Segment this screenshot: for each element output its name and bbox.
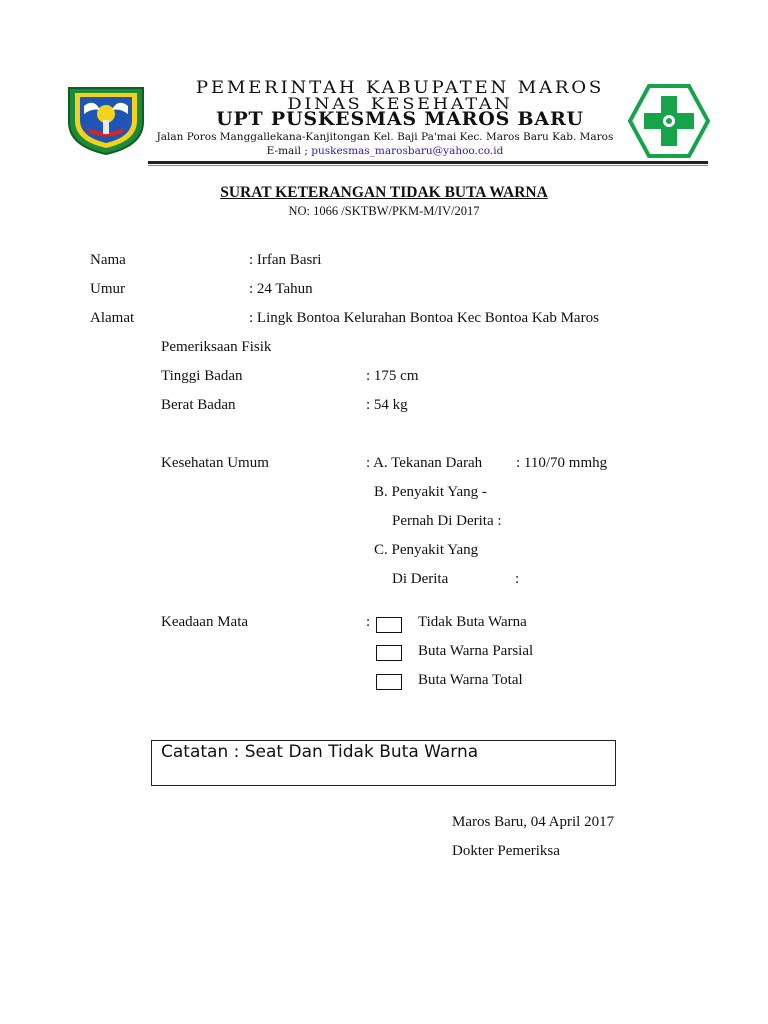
header-email-line <box>150 145 620 157</box>
eye-condition-label: Keadaan Mata <box>161 614 249 630</box>
weight-label: Berat Badan <box>161 397 236 413</box>
document-title: SURAT KETERANGAN TIDAK BUTA WARNA <box>220 184 548 201</box>
address-value: : Lingk Bontoa Kelurahan Bontoa Kec Bontoa Kab Maros <box>249 310 599 326</box>
blood-pressure-value: : 110/70 mmhg <box>516 455 608 471</box>
current-illness-line2: Di Derita <box>392 571 449 587</box>
document-title-wrap <box>0 184 768 202</box>
past-illness-line1: B. Penyakit Yang - <box>374 484 487 500</box>
header-institution: UPT PUSKESMAS MAROS BARU <box>216 108 584 130</box>
option-buta-warna-parsial: Buta Warna Parsial <box>418 643 534 659</box>
place-date: Maros Baru, 04 April 2017 <box>452 814 615 830</box>
age-label: Umur <box>90 281 125 297</box>
address-label: Alamat <box>90 310 135 326</box>
examiner-role: Dokter Pemeriksa <box>452 843 560 859</box>
name-label: Nama <box>90 252 126 268</box>
current-illness-colon: : <box>515 571 520 587</box>
weight-value: : 54 kg <box>366 397 408 413</box>
header-address: Jalan Poros Manggallekana-Kanjitongan Kel. Baji Pa'mai Kec. Maros Baru Kab. Maros <box>156 131 614 143</box>
header-divider-thick <box>148 161 708 164</box>
past-illness-line2: Pernah Di Derita : <box>392 513 502 529</box>
name-value: : Irfan Basri <box>249 252 322 268</box>
email-label: E-mail ; <box>266 145 308 157</box>
current-illness-line1: C. Penyakit Yang <box>374 542 479 558</box>
checkbox-tidak-buta-warna[interactable] <box>376 617 402 633</box>
document-number: NO: 1066 /SKTBW/PKM-M/IV/2017 <box>288 204 480 218</box>
age-value: : 24 Tahun <box>249 281 313 297</box>
height-label: Tinggi Badan <box>161 368 243 384</box>
blood-pressure-label: : A. Tekanan Darah <box>366 455 483 471</box>
checkbox-buta-warna-total[interactable] <box>376 674 402 690</box>
height-value: : 175 cm <box>366 368 419 384</box>
option-tidak-buta-warna: Tidak Buta Warna <box>418 614 527 630</box>
eye-condition-colon: : <box>366 614 371 630</box>
header-divider-thin <box>148 165 708 166</box>
header-government: PEMERINTAH KABUPATEN MAROS <box>195 78 605 97</box>
health-label: Kesehatan Umum <box>161 455 269 471</box>
email-address: puskesmas_marosbaru@yahoo.co.id <box>311 145 504 157</box>
note-text: Catatan : Seat Dan Tidak Buta Warna <box>161 742 479 762</box>
physical-heading: Pemeriksaan Fisik <box>161 339 272 355</box>
option-buta-warna-total: Buta Warna Total <box>418 672 523 688</box>
header-agency: DINAS KESEHATAN <box>287 94 513 113</box>
checkbox-buta-warna-parsial[interactable] <box>376 645 402 661</box>
